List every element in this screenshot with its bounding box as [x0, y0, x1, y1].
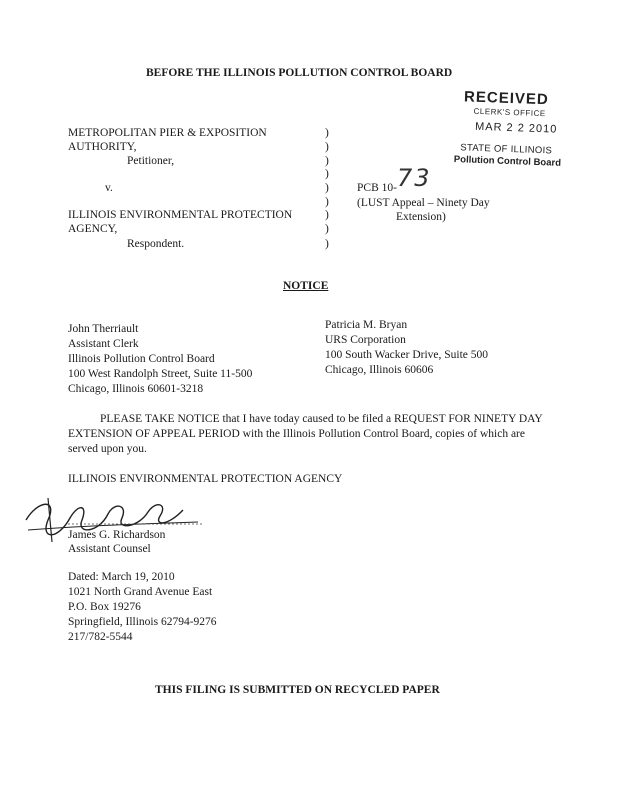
address-line: Illinois Pollution Control Board — [68, 353, 215, 365]
respondent-role: Respondent. — [127, 238, 185, 250]
address-line: URS Corporation — [325, 334, 406, 346]
case-type-line2: Extension) — [396, 211, 446, 223]
signer-name: James G. Richardson — [68, 529, 166, 541]
stamp-date: MAR 2 2 2010 — [474, 120, 558, 136]
signer-title: Assistant Counsel — [68, 543, 151, 555]
stamp-received: RECEIVED — [463, 88, 550, 109]
stamp-office: CLERK'S OFFICE — [473, 106, 546, 119]
address-line: Patricia M. Bryan — [325, 319, 408, 331]
document-heading: BEFORE THE ILLINOIS POLLUTION CONTROL BOARD — [146, 67, 453, 79]
addressee-left — [68, 322, 252, 397]
petitioner-name-line1: METROPOLITAN PIER & EXPOSITION — [68, 127, 267, 139]
caption-paren: ) — [325, 238, 329, 250]
case-number-handwritten: 73 — [397, 164, 432, 192]
agency-name: ILLINOIS ENVIRONMENTAL PROTECTION AGENCY — [68, 473, 343, 485]
case-type-line1: (LUST Appeal – Ninety Day — [357, 197, 490, 209]
petitioner-name-line2: AUTHORITY, — [68, 141, 137, 153]
address-line: John Therriault — [68, 323, 139, 335]
caption-paren: ) — [325, 209, 329, 221]
caption-paren: ) — [325, 127, 329, 139]
notice-title: NOTICE — [283, 280, 329, 292]
caption-paren: ) — [325, 182, 329, 194]
dated-line: Dated: March 19, 2010 — [68, 571, 175, 583]
caption-paren: ) — [325, 141, 329, 153]
respondent-name-line1: ILLINOIS ENVIRONMENTAL PROTECTION — [68, 209, 293, 221]
address-line: 1021 North Grand Avenue East — [68, 586, 213, 598]
caption-paren: ) — [325, 223, 329, 235]
stamp-board: Pollution Control Board — [453, 154, 562, 169]
notice-paragraph: PLEASE TAKE NOTICE that I have today caused to be filed a REQUEST FOR NINETY DAY EXTENSION OF APPEAL PERIOD with the Illinois Pollution Control Board, copies of which are served upon you. — [68, 413, 543, 455]
caption-paren: ) — [325, 155, 329, 167]
addressee-right — [325, 318, 488, 378]
address-line: Chicago, Illinois 60606 — [325, 364, 434, 376]
case-number: PCB 10- — [357, 182, 397, 194]
sender-info — [68, 570, 217, 645]
caption-paren: ) — [325, 168, 329, 180]
petitioner-role: Petitioner, — [127, 155, 175, 167]
address-line: Springfield, Illinois 62794-9276 — [68, 616, 217, 628]
address-line: P.O. Box 19276 — [68, 601, 141, 613]
address-line: Assistant Clerk — [68, 338, 139, 350]
address-line: Chicago, Illinois 60601-3218 — [68, 383, 204, 395]
received-stamp — [443, 82, 576, 176]
address-line: 100 South Wacker Drive, Suite 500 — [325, 349, 489, 361]
versus: v. — [105, 182, 113, 194]
caption-paren: ) — [325, 196, 329, 208]
address-line: 100 West Randolph Street, Suite 11-500 — [68, 368, 253, 380]
respondent-name-line2: AGENCY, — [68, 223, 118, 235]
stamp-state: STATE OF ILLINOIS — [460, 142, 553, 157]
recycled-paper-notice: THIS FILING IS SUBMITTED ON RECYCLED PAPER — [155, 684, 440, 696]
phone-line: 217/782-5544 — [68, 631, 133, 643]
